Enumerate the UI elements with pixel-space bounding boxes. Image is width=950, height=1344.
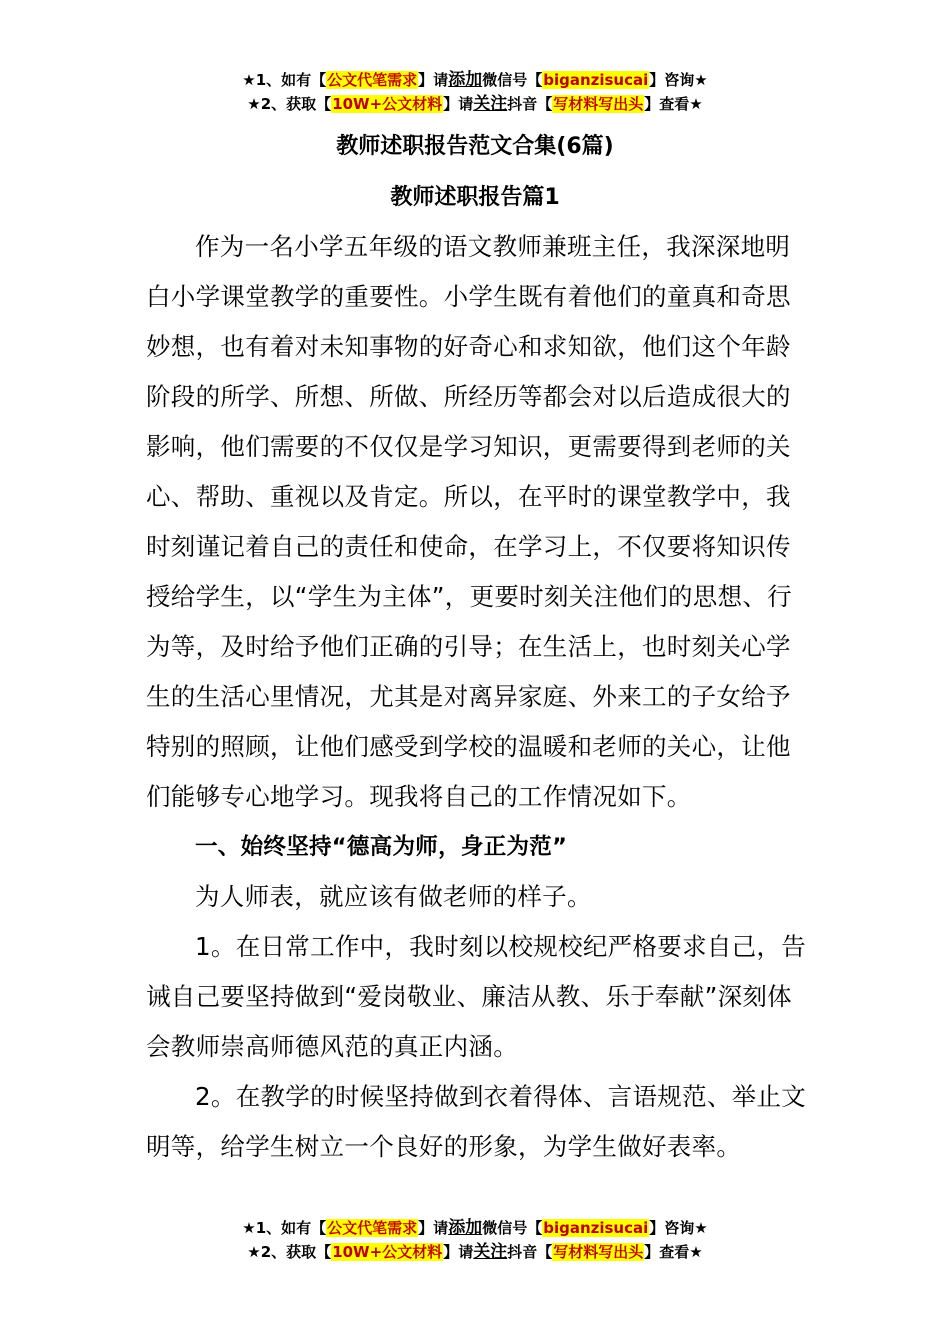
paragraph-item-2: 2。在教学的时候坚持做到衣着得体、言语规范、举止文明等，给学生树立一个良好的形象，为学生做好表率。 <box>146 1082 807 1161</box>
document-title: 教师述职报告范文合集(6篇) <box>336 134 614 159</box>
highlight-materials: 10W+公文材料 <box>332 1243 443 1261</box>
promo-banner-top <box>0 68 950 116</box>
paragraph: 为人师表，就应该有做老师的样子。 <box>195 882 592 911</box>
highlight-service: 公文代笔需求 <box>327 1219 418 1237</box>
highlight-douyin-account: 写材料写出头 <box>553 1243 644 1261</box>
promo-line-2: ★2、获取【10W+公文材料】请关注抖音【写材料写出头】查看★ <box>247 1242 703 1262</box>
section-heading: 一、始终坚持“德高为师，身正为范” <box>195 834 568 860</box>
highlight-douyin-account: 写材料写出头 <box>553 95 644 113</box>
promo-line-2: ★2、获取【10W+公文材料】请关注抖音【写材料写出头】查看★ <box>247 94 703 114</box>
section-title: 教师述职报告篇1 <box>390 185 560 210</box>
promo-line-1: ★1、如有【公文代笔需求】请添加微信号【biganzisucai】咨询★ <box>242 70 708 90</box>
highlight-materials: 10W+公文材料 <box>332 95 443 113</box>
paragraph-intro: 作为一名小学五年级的语文教师兼班主任，我深深地明白小学课堂教学的重要性。小学生既有着他们的童真和奇思妙想，也有着对未知事物的好奇心和求知欲，他们这个年龄阶段的所学、所想、所做、所经历等都会对以后造成很大的影响，他们需要的不仅仅是学习知识，更需要得到老师的关心、帮助、重视以及肯定。所以，在平时的课堂教学中，我时刻谨记着自己的责任和使命，在学习上，不仅要将知识传授给学生，以“学生为主体”，更要时刻关注他们的思想、行为等，及时给予他们正确的引导；在生活上，也时刻关心学生的生活心里情况，尤其是对离异家庭、外来工的子女给予特别的照顾，让他们感受到学校的温暖和老师的关心，让他们能够专心地学习。现我将自己的工作情况如下。 <box>146 232 792 811</box>
highlight-wechat-id: biganzisucai <box>543 1219 649 1237</box>
promo-banner-bottom <box>0 1216 950 1264</box>
highlight-service: 公文代笔需求 <box>327 71 418 89</box>
paragraph-item-1: 1。在日常工作中，我时刻以校规校纪严格要求自己，告诫自己要坚持做到“爱岗敬业、廉洁从教、乐于奉献”深刻体会教师崇高师德风范的真正内涵。 <box>146 932 807 1061</box>
document-body <box>146 222 810 1172</box>
highlight-wechat-id: biganzisucai <box>543 71 649 89</box>
promo-line-1: ★1、如有【公文代笔需求】请添加微信号【biganzisucai】咨询★ <box>242 1218 708 1238</box>
